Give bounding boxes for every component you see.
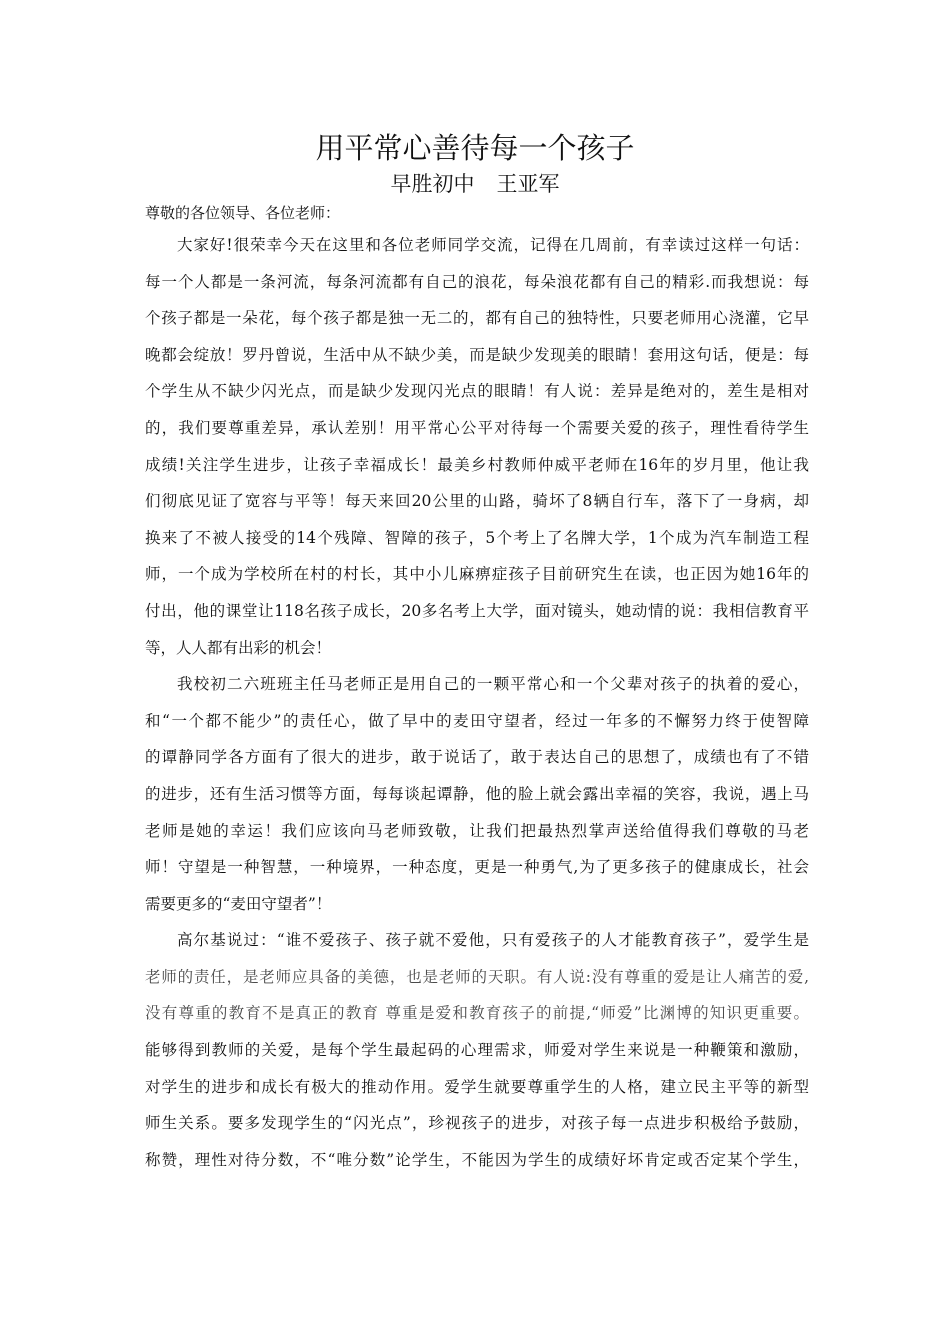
text-line: 的进步，还有生活习惯等方面，每每谈起谭静，他的脸上就会露出幸福的笑容，我说，遇上马 xyxy=(145,784,809,803)
paragraph xyxy=(145,232,809,671)
text-line: 没有尊重的教育不是真正的教育 尊重是爱和教育孩子的前提,“师爱”比渊博的知识更重要。 xyxy=(145,1004,809,1023)
text-line: 个学生从不缺少闪光点，而是缺少发现闪光点的眼睛！有人说：差异是绝对的，差生是相对 xyxy=(145,382,809,401)
text-line: 成绩!关注学生进步，让孩子幸福成长！最美乡村教师仲威平老师在16年的岁月里，他让我 xyxy=(145,455,809,474)
text-line: 老师是她的幸运！我们应该向马老师致敬，让我们把最热烈掌声送给值得我们尊敬的马老 xyxy=(145,821,809,840)
byline-school: 早胜初中 xyxy=(390,172,475,196)
text-line: 和“一个都不能少”的责任心，做了早中的麦田守望者，经过一年多的不懈努力终于使智障 xyxy=(145,711,809,730)
text-line: 师，一个成为学校所在村的村长，其中小儿麻痹症孩子目前研究生在读，也正因为她16年的 xyxy=(145,565,809,584)
text-line: 对学生的进步和成长有极大的推动作用。爱学生就要尊重学生的人格，建立民主平等的新型 xyxy=(145,1077,809,1096)
text-line: 称赞，理性对待分数，不“唯分数”论学生，不能因为学生的成绩好坏肯定或否定某个学生， xyxy=(145,1150,809,1169)
byline-author: 王亚军 xyxy=(496,172,560,196)
text-line: 晚都会绽放！罗丹曾说，生活中从不缺少美，而是缺少发现美的眼睛！套用这句话，便是：每 xyxy=(145,345,809,364)
text-line: 个孩子都是一朵花，每个孩子都是独一无二的，都有自己的独特性，只要老师用心浇灌，它早 xyxy=(145,309,809,328)
document-title: 用平常心善待每一个孩子 xyxy=(315,131,635,165)
paragraph xyxy=(145,927,809,1183)
text-line: 换来了不被人接受的14个残障、智障的孩子，5个考上了名牌大学，1个成为汽车制造工程 xyxy=(145,528,809,547)
text-line: 的谭静同学各方面有了很大的进步，敢于说话了，敢于表达自己的思想了，成绩也有了不错 xyxy=(145,748,809,767)
text-line: 师生关系。要多发现学生的“闪光点”，珍视孩子的进步，对孩子每一点进步积极给予鼓励， xyxy=(145,1114,809,1133)
text-line: 高尔基说过：“谁不爱孩子、孩子就不爱他，只有爱孩子的人才能教育孩子”，爱学生是 xyxy=(177,931,809,950)
paragraph xyxy=(145,671,809,927)
salutation: 尊敬的各位领导、各位老师： xyxy=(145,204,341,222)
text-line: 付出，他的课堂让118名孩子成长，20多名考上大学，面对镜头，她动情的说：我相信教育平 xyxy=(145,601,809,620)
text-line: 每一个人都是一条河流，每条河流都有自己的浪花，每朵浪花都有自己的精彩.而我想说：每 xyxy=(145,272,809,291)
text-line: 需要更多的“麦田守望者”！ xyxy=(145,894,332,913)
document-body xyxy=(145,232,809,1183)
text-line: 我校初二六班班主任马老师正是用自己的一颗平常心和一个父辈对孩子的执着的爱心， xyxy=(177,675,809,694)
text-line: 老师的责任，是老师应具备的美德，也是老师的天职。有人说:没有尊重的爱是让人痛苦的爱, xyxy=(145,967,809,986)
text-line: 大家好!很荣幸今天在这里和各位老师同学交流，记得在几周前，有幸读过这样一句话： xyxy=(177,236,809,254)
byline xyxy=(0,168,950,200)
text-line: 的，我们要尊重差异，承认差别！用平常心公平对待每一个需要关爱的孩子，理性看待学生 xyxy=(145,418,809,437)
text-line: 们彻底见证了宽容与平等！每天来回20公里的山路，骑坏了8辆自行车，落下了一身病，却 xyxy=(145,492,809,511)
text-line: 师！守望是一种智慧，一种境界，一种态度，更是一种勇气,为了更多孩子的健康成长，社会 xyxy=(145,858,809,877)
text-line: 能够得到教师的关爱，是每个学生最起码的心理需求，师爱对学生来说是一种鞭策和激励， xyxy=(145,1041,809,1060)
text-line: 等，人人都有出彩的机会！ xyxy=(145,638,332,657)
